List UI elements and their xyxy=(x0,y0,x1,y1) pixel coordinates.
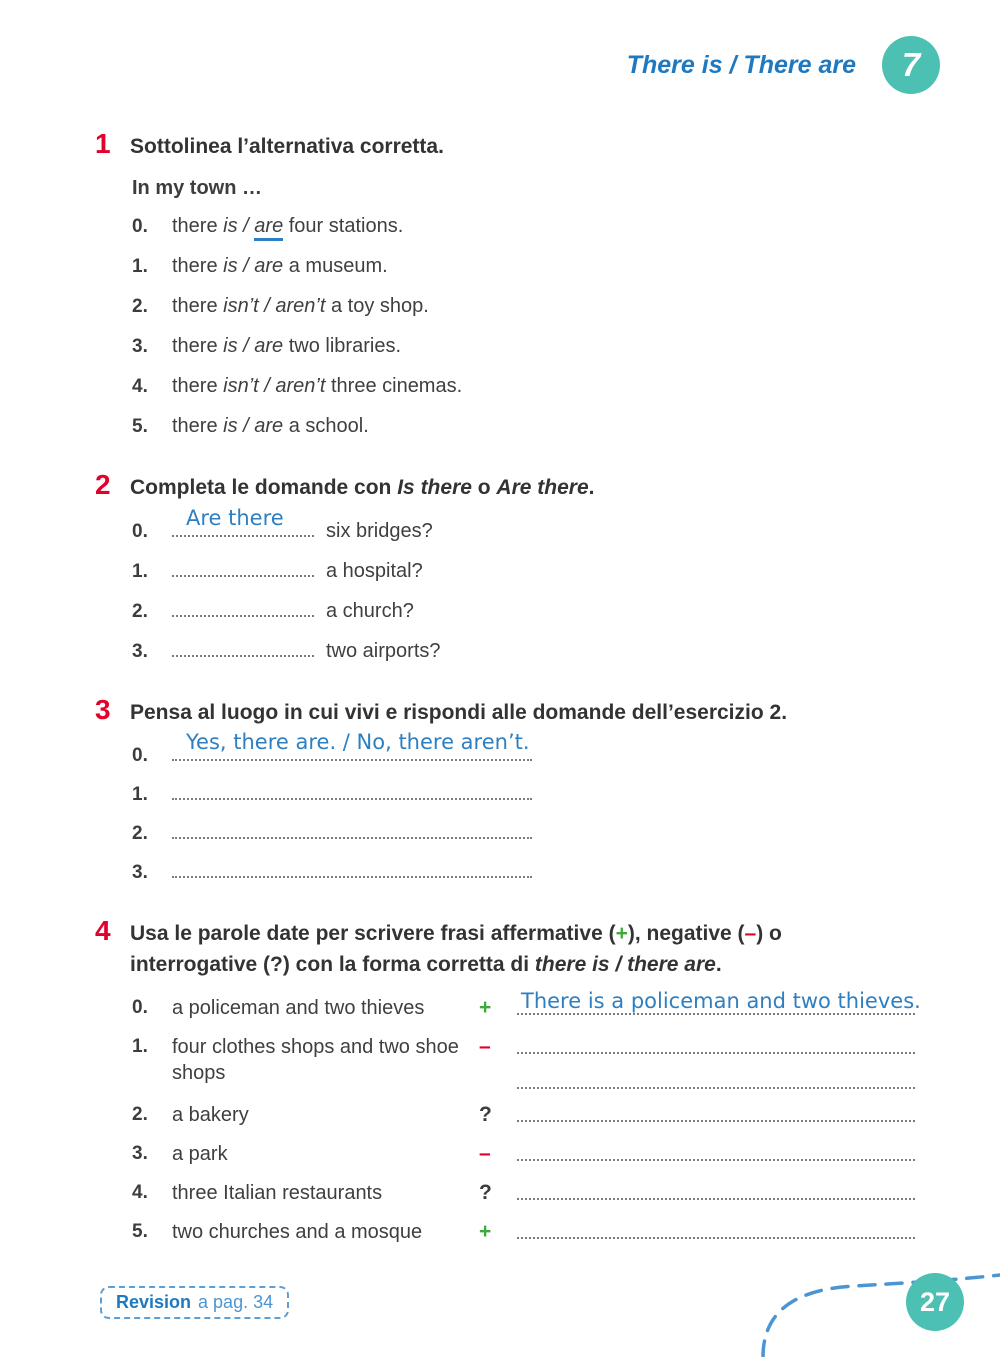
exercise-title: Sottolinea l’alternativa corretta. xyxy=(130,135,444,158)
answer-blank[interactable] xyxy=(172,872,532,878)
answer-blank[interactable] xyxy=(172,651,314,657)
exercise-1 xyxy=(95,128,940,440)
handwritten-answer: There is a policeman and two thieves. xyxy=(521,989,921,1013)
answer-blank[interactable] xyxy=(517,1141,915,1161)
answer-blank[interactable] xyxy=(517,1219,915,1239)
item-text: two airports? xyxy=(326,640,441,662)
decorative-dashed-curve xyxy=(755,1262,1000,1357)
choice-text[interactable]: there isn’t / aren’t a toy shop. xyxy=(172,295,429,317)
list-item xyxy=(132,860,940,886)
item-number: 3. xyxy=(132,641,148,662)
list-item xyxy=(132,373,940,400)
answer-blank[interactable] xyxy=(517,1102,915,1122)
exercise-number: 4 xyxy=(95,915,111,946)
list-item xyxy=(132,1219,940,1245)
item-number: 0. xyxy=(132,745,148,766)
list-item xyxy=(132,638,940,665)
sentence-type-symbol: + xyxy=(479,1220,492,1243)
exercise-3 xyxy=(95,694,940,886)
item-number: 3. xyxy=(132,1143,148,1164)
sentence-type-symbol: – xyxy=(479,1035,491,1058)
exercise-intro: In my town … xyxy=(132,177,262,199)
sentence-type-symbol: ? xyxy=(479,1103,492,1126)
prompt-text: three Italian restaurants xyxy=(172,1182,383,1204)
item-number: 1. xyxy=(132,561,148,582)
list-item xyxy=(132,213,940,240)
item-number: 2. xyxy=(132,823,148,844)
item-text: a church? xyxy=(326,600,414,622)
item-number: 5. xyxy=(132,1221,148,1242)
prompt-text: a bakery xyxy=(172,1104,249,1126)
choice-text[interactable]: there is / are two libraries. xyxy=(172,335,401,357)
prompt-text: a park xyxy=(172,1143,228,1165)
item-text: a hospital? xyxy=(326,560,423,582)
item-number: 4. xyxy=(132,1182,148,1203)
item-number: 0. xyxy=(132,521,148,542)
item-number: 1. xyxy=(132,256,148,277)
handwritten-answer: Yes, there are. / No, there aren’t. xyxy=(186,730,530,754)
item-number: 5. xyxy=(132,416,148,437)
list-item xyxy=(132,821,940,847)
answer-blank[interactable] xyxy=(517,1069,915,1089)
revision-label: Revision xyxy=(116,1292,192,1312)
unit-number-badge: 7 xyxy=(882,36,940,94)
sentence-type-symbol: – xyxy=(479,1142,491,1165)
item-number: 1. xyxy=(132,784,148,805)
page-header xyxy=(95,36,940,94)
answer-blank[interactable] xyxy=(172,571,314,577)
answer-blank[interactable] xyxy=(172,506,314,537)
answer-blank[interactable] xyxy=(172,794,532,800)
exercise-number: 1 xyxy=(95,128,111,159)
page-number-badge: 27 xyxy=(906,1273,964,1331)
answer-blank[interactable] xyxy=(517,1034,915,1054)
answer-blank[interactable] xyxy=(172,730,532,761)
list-item xyxy=(132,1034,940,1089)
prompt-text: four clothes shops and two shoe shops xyxy=(172,1036,459,1084)
list-item xyxy=(132,989,940,1021)
item-number: 2. xyxy=(132,1104,148,1125)
answer-blank[interactable] xyxy=(172,833,532,839)
page-title: There is / There are xyxy=(626,50,856,79)
item-text: six bridges? xyxy=(326,520,433,542)
item-number: 3. xyxy=(132,336,148,357)
list-item xyxy=(132,253,940,280)
exercise-4 xyxy=(95,915,940,1245)
prompt-text: two churches and a mosque xyxy=(172,1221,423,1243)
choice-text[interactable]: there is / are a school. xyxy=(172,415,369,437)
item-number: 2. xyxy=(132,601,148,622)
exercise-title: Pensa al luogo in cui vivi e rispondi alle domande dell’esercizio 2. xyxy=(130,701,788,724)
item-number: 1. xyxy=(132,1036,148,1057)
exercise-title: Usa le parole date per scrivere frasi affermative (+), negative (–) o interrogative (?) con la forma corretta di there is / there are. xyxy=(130,922,782,976)
list-item xyxy=(132,506,940,545)
list-item xyxy=(132,333,940,360)
answer-blank[interactable] xyxy=(517,989,921,1015)
list-item xyxy=(132,293,940,320)
list-item xyxy=(132,1180,940,1206)
list-item xyxy=(132,558,940,585)
list-item xyxy=(132,413,940,440)
item-number: 2. xyxy=(132,296,148,317)
exercise-2 xyxy=(95,469,940,665)
item-number: 3. xyxy=(132,862,148,883)
prompt-text: a policeman and two thieves xyxy=(172,997,425,1019)
list-item xyxy=(132,730,940,769)
choice-text[interactable]: there is / are a museum. xyxy=(172,255,388,277)
exercise-number: 2 xyxy=(95,469,111,500)
handwritten-answer: Are there xyxy=(186,506,284,530)
exercise-number: 3 xyxy=(95,694,111,725)
list-item xyxy=(132,1141,940,1167)
revision-page-ref: a pag. 34 xyxy=(198,1292,274,1312)
sentence-type-symbol: + xyxy=(479,996,492,1019)
item-number: 0. xyxy=(132,997,148,1018)
answer-blank[interactable] xyxy=(517,1180,915,1200)
revision-link[interactable] xyxy=(100,1286,289,1319)
list-item xyxy=(132,1102,940,1128)
list-item xyxy=(132,782,940,808)
choice-text[interactable]: there is / are four stations. xyxy=(172,213,403,239)
sentence-type-symbol: ? xyxy=(479,1181,492,1204)
answer-blank[interactable] xyxy=(172,611,314,617)
item-number: 4. xyxy=(132,376,148,397)
item-number: 0. xyxy=(132,216,148,237)
list-item xyxy=(132,598,940,625)
exercise-title: Completa le domande con Is there o Are there. xyxy=(130,476,595,499)
choice-text[interactable]: there isn’t / aren’t three cinemas. xyxy=(172,375,463,397)
